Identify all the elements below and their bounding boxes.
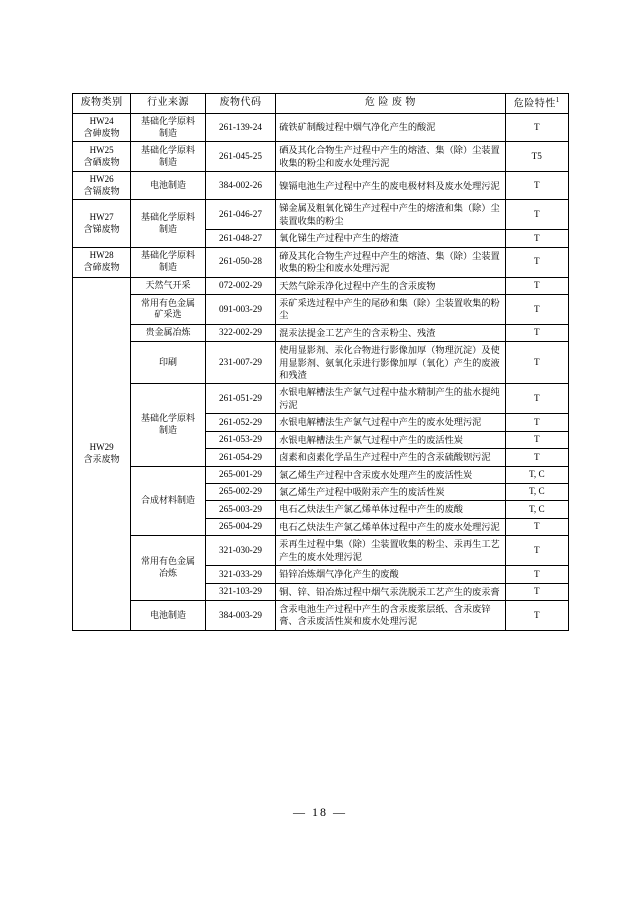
cell-waste-code: 265-003-29 bbox=[205, 501, 275, 518]
cell-industry-source: 基础化学原料 制造 bbox=[131, 247, 205, 277]
cell-waste-code: 384-003-29 bbox=[205, 600, 275, 630]
cell-hazardous-waste: 含汞电池生产过程中产生的含汞废浆层纸、含汞废锌膏、含汞废活性炭和废水处理污泥 bbox=[276, 600, 505, 630]
cell-hazard-property: T bbox=[505, 294, 568, 324]
cell-hazard-property: T bbox=[505, 583, 568, 600]
cell-hazardous-waste: 氯乙烯生产过程中吸附汞产生的废活性炭 bbox=[276, 484, 505, 501]
cell-hazard-property: T5 bbox=[505, 142, 568, 172]
cell-hazardous-waste: 电石乙炔法生产氯乙烯单体过程中产生的废酸 bbox=[276, 501, 505, 518]
cell-hazard-property: T bbox=[505, 449, 568, 466]
table-header-row bbox=[73, 94, 569, 114]
table-row bbox=[73, 172, 569, 200]
cell-waste-code: 265-004-29 bbox=[205, 518, 275, 535]
cell-hazardous-waste: 氧化锑生产过程中产生的熔渣 bbox=[276, 230, 505, 247]
cell-hazard-property: T bbox=[505, 277, 568, 294]
column-header-hazard-property bbox=[505, 94, 568, 114]
table-row bbox=[73, 466, 569, 483]
cell-hazardous-waste: 锑金属及粗氧化锑生产过程中产生的熔渣和集（除）尘装置收集的粉尘 bbox=[276, 200, 505, 230]
cell-waste-code: 261-052-29 bbox=[205, 414, 275, 431]
cell-hazardous-waste: 硒及其化合物生产过程中产生的熔渣、集（除）尘装置收集的粉尘和废水处理污泥 bbox=[276, 142, 505, 172]
cell-hazardous-waste: 碲及其化合物生产过程中产生的熔渣、集（除）尘装置收集的粉尘和废水处理污泥 bbox=[276, 247, 505, 277]
cell-hazard-property: T bbox=[505, 384, 568, 414]
table-row bbox=[73, 142, 569, 172]
cell-hazard-property: T bbox=[505, 324, 568, 341]
cell-hazardous-waste: 水银电解槽法生产氯气过程中盐水精制产生的盐水提纯污泥 bbox=[276, 384, 505, 414]
cell-industry-source: 基础化学原料 制造 bbox=[131, 384, 205, 466]
cell-hazardous-waste: 汞矿采选过程中产生的尾砂和集（除）尘装置收集的粉尘 bbox=[276, 294, 505, 324]
cell-hazard-property: T bbox=[505, 536, 568, 566]
column-header-category: 废物类别 bbox=[73, 94, 131, 114]
table-header bbox=[73, 94, 569, 114]
cell-category: HW28 含碲废物 bbox=[73, 247, 131, 277]
cell-hazardous-waste: 水银电解槽法生产氯气过程中产生的废水处理污泥 bbox=[276, 414, 505, 431]
column-header-industry-source: 行业来源 bbox=[131, 94, 205, 114]
cell-industry-source: 合成材料制造 bbox=[131, 466, 205, 536]
cell-waste-code: 261-050-28 bbox=[205, 247, 275, 277]
cell-hazardous-waste: 使用显影剂、汞化合物进行影像加厚（物理沉淀）及使用显影剂、氨氧化汞进行影像加厚（氧化）产生的废液和残渣 bbox=[276, 342, 505, 384]
cell-hazardous-waste: 天然气除汞净化过程中产生的含汞废物 bbox=[276, 277, 505, 294]
cell-waste-code: 265-002-29 bbox=[205, 484, 275, 501]
cell-hazardous-waste: 水银电解槽法生产氯气过程中产生的废活性炭 bbox=[276, 431, 505, 448]
cell-category: HW27 含锑废物 bbox=[73, 200, 131, 247]
table-row bbox=[73, 536, 569, 566]
table-row bbox=[73, 600, 569, 630]
cell-industry-source: 印刷 bbox=[131, 342, 205, 384]
cell-industry-source: 电池制造 bbox=[131, 600, 205, 630]
cell-hazardous-waste: 卤素和卤素化学品生产过程中产生的含汞硫酸钡污泥 bbox=[276, 449, 505, 466]
cell-waste-code: 321-103-29 bbox=[205, 583, 275, 600]
cell-waste-code: 091-003-29 bbox=[205, 294, 275, 324]
cell-hazardous-waste: 硫铁矿制酸过程中烟气净化产生的酸泥 bbox=[276, 113, 505, 141]
table-body bbox=[73, 113, 569, 630]
page-number: — 18 — bbox=[293, 805, 347, 819]
cell-industry-source: 基础化学原料 制造 bbox=[131, 113, 205, 141]
cell-hazard-property: T, C bbox=[505, 466, 568, 483]
cell-hazard-property: T bbox=[505, 200, 568, 230]
cell-category: HW25 含硒废物 bbox=[73, 142, 131, 172]
cell-waste-code: 261-139-24 bbox=[205, 113, 275, 141]
table-row bbox=[73, 324, 569, 341]
cell-waste-code: 265-001-29 bbox=[205, 466, 275, 483]
cell-hazard-property: T, C bbox=[505, 484, 568, 501]
cell-hazard-property: T bbox=[505, 172, 568, 200]
cell-hazardous-waste: 氯乙烯生产过程中含汞废水处理产生的废活性炭 bbox=[276, 466, 505, 483]
cell-hazard-property: T bbox=[505, 518, 568, 535]
cell-category: HW24 含砷废物 bbox=[73, 113, 131, 141]
cell-industry-source: 贵金属冶炼 bbox=[131, 324, 205, 341]
table-row bbox=[73, 342, 569, 384]
cell-hazard-property: T bbox=[505, 600, 568, 630]
table-row bbox=[73, 113, 569, 141]
cell-hazard-property: T bbox=[505, 247, 568, 277]
table-row bbox=[73, 294, 569, 324]
cell-waste-code: 261-045-25 bbox=[205, 142, 275, 172]
cell-hazardous-waste: 铜、锌、铅冶炼过程中烟气汞洗脱汞工艺产生的废汞膏 bbox=[276, 583, 505, 600]
cell-waste-code: 072-002-29 bbox=[205, 277, 275, 294]
cell-waste-code: 321-033-29 bbox=[205, 566, 275, 583]
cell-category: HW26 含镉废物 bbox=[73, 172, 131, 200]
cell-waste-code: 384-002-26 bbox=[205, 172, 275, 200]
table-row bbox=[73, 277, 569, 294]
column-header-hazardous-waste: 危 险 废 物 bbox=[276, 94, 505, 114]
cell-industry-source: 基础化学原料 制造 bbox=[131, 142, 205, 172]
table-row bbox=[73, 247, 569, 277]
cell-hazard-property: T bbox=[505, 566, 568, 583]
cell-waste-code: 261-046-27 bbox=[205, 200, 275, 230]
cell-hazard-property: T, C bbox=[505, 501, 568, 518]
cell-waste-code: 261-054-29 bbox=[205, 449, 275, 466]
cell-industry-source: 常用有色金属 冶炼 bbox=[131, 536, 205, 601]
cell-category: HW29 含汞废物 bbox=[73, 277, 131, 630]
hazardous-waste-table bbox=[72, 93, 569, 631]
column-header-waste-code: 废物代码 bbox=[205, 94, 275, 114]
cell-waste-code: 261-053-29 bbox=[205, 431, 275, 448]
table-row bbox=[73, 200, 569, 230]
cell-hazardous-waste: 镍镉电池生产过程中产生的废电极材料及废水处理污泥 bbox=[276, 172, 505, 200]
cell-industry-source: 基础化学原料 制造 bbox=[131, 200, 205, 247]
cell-industry-source: 天然气开采 bbox=[131, 277, 205, 294]
cell-industry-source: 常用有色金属 矿采选 bbox=[131, 294, 205, 324]
cell-industry-source: 电池制造 bbox=[131, 172, 205, 200]
cell-waste-code: 322-002-29 bbox=[205, 324, 275, 341]
hazard-property-label: 危险特性 bbox=[513, 98, 556, 110]
cell-hazardous-waste: 汞再生过程中集（除）尘装置收集的粉尘、汞再生工艺产生的废水处理污泥 bbox=[276, 536, 505, 566]
cell-waste-code: 261-051-29 bbox=[205, 384, 275, 414]
cell-hazard-property: T bbox=[505, 113, 568, 141]
table-row bbox=[73, 384, 569, 414]
cell-hazard-property: T bbox=[505, 230, 568, 247]
cell-hazard-property: T bbox=[505, 342, 568, 384]
cell-waste-code: 231-007-29 bbox=[205, 342, 275, 384]
hazard-property-footnote-marker: 1 bbox=[555, 96, 560, 104]
cell-hazardous-waste: 电石乙炔法生产氯乙烯单体过程中产生的废水处理污泥 bbox=[276, 518, 505, 535]
cell-waste-code: 321-030-29 bbox=[205, 536, 275, 566]
hazardous-waste-table-container bbox=[72, 93, 569, 631]
cell-hazardous-waste: 铅锌冶炼烟气净化产生的废酸 bbox=[276, 566, 505, 583]
cell-hazard-property: T bbox=[505, 414, 568, 431]
cell-waste-code: 261-048-27 bbox=[205, 230, 275, 247]
cell-hazard-property: T bbox=[505, 431, 568, 448]
cell-hazardous-waste: 混汞法提金工艺产生的含汞粉尘、残渣 bbox=[276, 324, 505, 341]
